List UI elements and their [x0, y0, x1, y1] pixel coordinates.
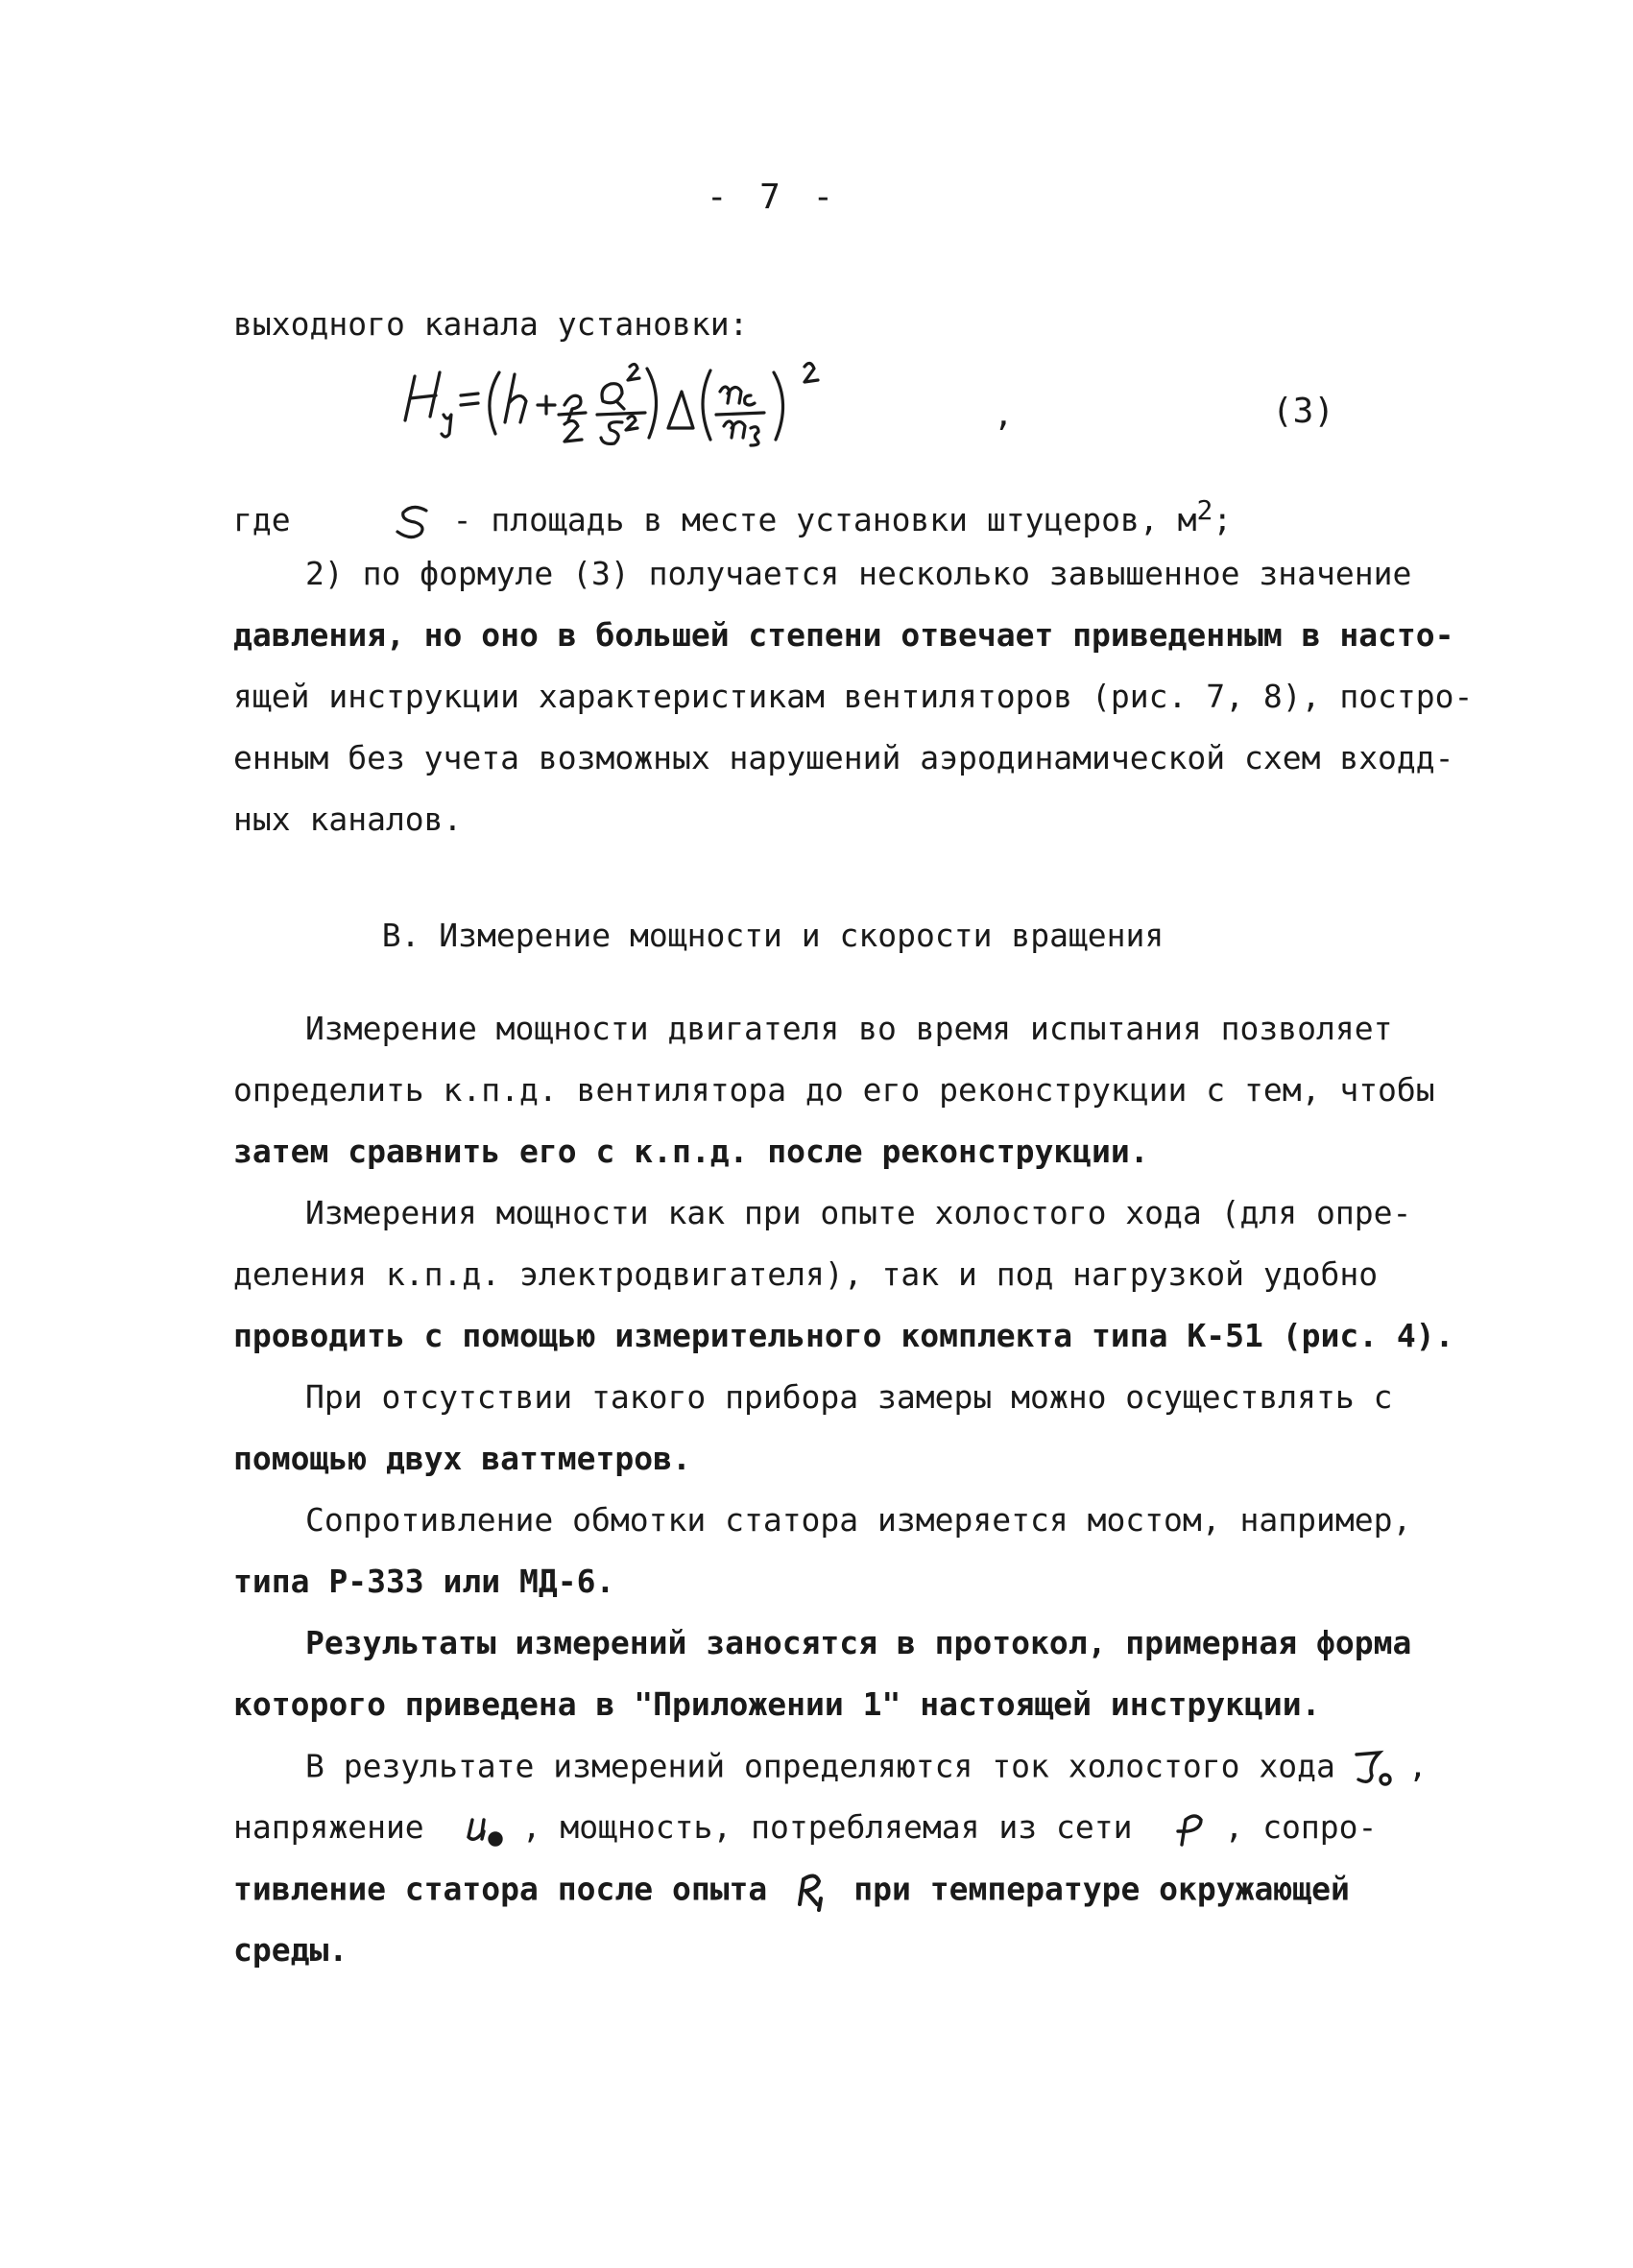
formula-comma: ,: [994, 395, 1014, 434]
p2b-line-1: Измерения мощности как при опыте холостого хода (для опре-: [305, 1194, 1412, 1231]
p1-line-3: затем сравнить его с к.п.д. после реконструкции.: [233, 1133, 1149, 1170]
p6-l3-b: при температуре окружающей: [853, 1870, 1350, 1908]
p6-l3-a: тивление статора после опыта: [233, 1870, 768, 1908]
p4-line-2: типа Р-333 или МД-6.: [233, 1563, 615, 1600]
p6-line-2: [233, 1808, 1377, 1849]
where-line: [233, 491, 1232, 541]
p2b-line-3: проводить с помощью измерительного комплекта типа К-51 (рис. 4).: [233, 1317, 1454, 1354]
symbol-i0-current: [1351, 1747, 1397, 1789]
p6-l2-b: , мощность, потребляемая из сети: [521, 1808, 1133, 1846]
symbol-p-power: [1168, 1810, 1207, 1849]
where-superscript: 2: [1196, 494, 1213, 526]
p2-line-1: 2) по формуле (3) получается несколько завышенное значение: [305, 555, 1412, 592]
p6-line-1: [305, 1747, 1428, 1789]
formula-number: (3): [1272, 392, 1335, 431]
p1-line-1: Измерение мощности двигателя во время испытания позволяет: [305, 1010, 1393, 1047]
p2-line-4: енным без учета возможных нарушений аэродинамической схем входд-: [233, 739, 1454, 776]
p6-line-3: [233, 1870, 1350, 1912]
p2-line-2: давления, но оно в большей степени отвечает приведенным в насто-: [233, 616, 1454, 654]
p3-line-1: При отсутствии такого прибора замеры можно осуществлять с: [305, 1378, 1393, 1416]
p1-line-2: определить к.п.д. вентилятора до его реконструкции с тем, чтобы: [233, 1071, 1435, 1109]
p2b-line-2: деления к.п.д. электродвигателя), так и под нагрузкой удобно: [233, 1255, 1379, 1293]
symbol-s-area: [392, 503, 434, 541]
p2-line-5: ных каналов.: [233, 800, 463, 838]
page-number: - 7 -: [706, 178, 840, 217]
p4-line-1: Сопротивление обмотки статора измеряется мостом, например,: [305, 1501, 1412, 1539]
p2-line-3: ящей инструкции характеристикам вентиляторов (рис. 7, 8), постро-: [233, 678, 1474, 715]
p6-l1-end: ,: [1407, 1747, 1428, 1785]
p5-line-1: Результаты измерений заносятся в протокол, примерная форма: [305, 1624, 1412, 1661]
section-heading: В. Измерение мощности и скорости вращения: [381, 917, 1165, 954]
p3-line-2: помощью двух ваттметров.: [233, 1440, 691, 1477]
where-end: ;: [1213, 501, 1233, 538]
formula-handwritten: [394, 346, 1008, 461]
p5-line-2: которого приведена в "Приложении 1" настоящей инструкции.: [233, 1685, 1321, 1723]
intro-line: выходного канала установки:: [233, 305, 749, 343]
p6-l2-c: , сопро-: [1224, 1808, 1378, 1846]
symbol-u0-voltage: [465, 1810, 509, 1849]
where-text: - площадь в месте установки штуцеров, м: [452, 501, 1197, 538]
formula-3: [394, 346, 1354, 461]
p6-l1-text: В результате измерений определяются ток холостого хода: [305, 1747, 1335, 1785]
where-label: где: [233, 501, 291, 538]
p6-l2-a: напряжение: [233, 1808, 424, 1846]
symbol-r1-resistance: [788, 1870, 829, 1912]
p6-line-4: среды.: [233, 1931, 348, 1969]
